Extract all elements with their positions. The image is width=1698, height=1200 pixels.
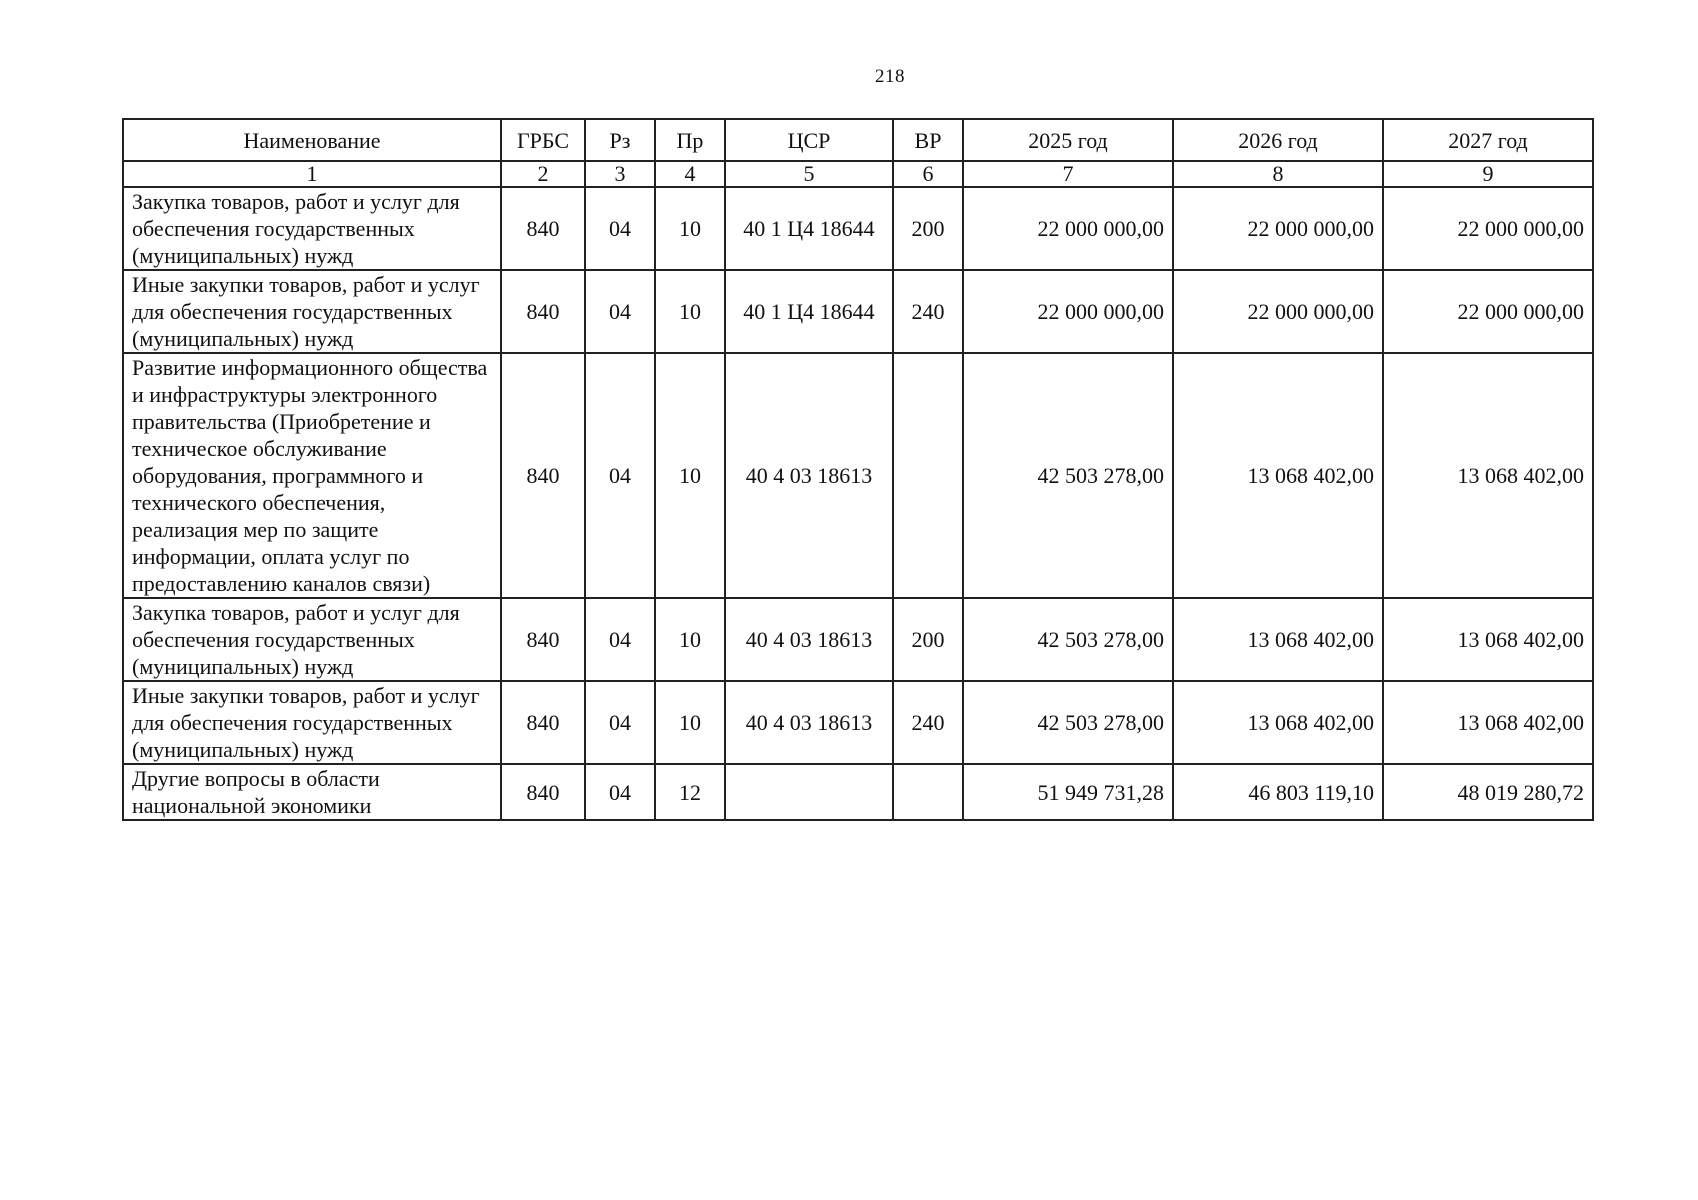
cell-rz: 04 bbox=[585, 353, 655, 598]
cell-csr: 40 4 03 18613 bbox=[725, 598, 893, 681]
table-row bbox=[123, 270, 1593, 353]
table-row bbox=[123, 187, 1593, 270]
cell-2027: 22 000 000,00 bbox=[1383, 187, 1593, 270]
column-number: 6 bbox=[893, 161, 963, 187]
column-number: 7 bbox=[963, 161, 1173, 187]
cell-2026: 22 000 000,00 bbox=[1173, 187, 1383, 270]
cell-rz: 04 bbox=[585, 598, 655, 681]
cell-csr: 40 1 Ц4 18644 bbox=[725, 270, 893, 353]
cell-name: Развитие информационного общества и инфраструктуры электронного правительства (Приобретение и техническое обслуживание оборудования, программного и технического обеспечения, реализация мер по защите информации, оплата услуг по предоставлению каналов связи) bbox=[123, 353, 501, 598]
page-number: 218 bbox=[875, 66, 905, 87]
cell-2025: 22 000 000,00 bbox=[963, 270, 1173, 353]
cell-pr: 10 bbox=[655, 681, 725, 764]
cell-2027: 22 000 000,00 bbox=[1383, 270, 1593, 353]
cell-pr: 10 bbox=[655, 598, 725, 681]
cell-2027: 13 068 402,00 bbox=[1383, 353, 1593, 598]
cell-pr: 12 bbox=[655, 764, 725, 820]
cell-grbs: 840 bbox=[501, 187, 585, 270]
cell-grbs: 840 bbox=[501, 353, 585, 598]
column-number: 9 bbox=[1383, 161, 1593, 187]
cell-vr bbox=[893, 764, 963, 820]
cell-2025: 42 503 278,00 bbox=[963, 598, 1173, 681]
cell-pr: 10 bbox=[655, 353, 725, 598]
table-row bbox=[123, 764, 1593, 820]
header-2025: 2025 год bbox=[963, 119, 1173, 161]
header-vr: ВР bbox=[893, 119, 963, 161]
column-number: 8 bbox=[1173, 161, 1383, 187]
cell-name: Другие вопросы в области национальной экономики bbox=[123, 764, 501, 820]
cell-2025: 51 949 731,28 bbox=[963, 764, 1173, 820]
column-number-row bbox=[123, 161, 1593, 187]
column-number: 1 bbox=[123, 161, 501, 187]
cell-2027: 13 068 402,00 bbox=[1383, 681, 1593, 764]
cell-rz: 04 bbox=[585, 187, 655, 270]
cell-csr: 40 1 Ц4 18644 bbox=[725, 187, 893, 270]
cell-rz: 04 bbox=[585, 270, 655, 353]
header-csr: ЦСР bbox=[725, 119, 893, 161]
header-pr: Пр bbox=[655, 119, 725, 161]
cell-name: Иные закупки товаров, работ и услуг для обеспечения государственных (муниципальных) нужд bbox=[123, 270, 501, 353]
cell-2025: 42 503 278,00 bbox=[963, 681, 1173, 764]
cell-vr bbox=[893, 353, 963, 598]
header-rz: Рз bbox=[585, 119, 655, 161]
header-grbs: ГРБС bbox=[501, 119, 585, 161]
cell-2026: 13 068 402,00 bbox=[1173, 598, 1383, 681]
cell-2027: 48 019 280,72 bbox=[1383, 764, 1593, 820]
header-row bbox=[123, 119, 1593, 161]
cell-rz: 04 bbox=[585, 681, 655, 764]
cell-csr: 40 4 03 18613 bbox=[725, 681, 893, 764]
cell-vr: 240 bbox=[893, 681, 963, 764]
budget-table bbox=[122, 118, 1594, 821]
cell-grbs: 840 bbox=[501, 764, 585, 820]
cell-name: Закупка товаров, работ и услуг для обеспечения государственных (муниципальных) нужд bbox=[123, 598, 501, 681]
header-2027: 2027 год bbox=[1383, 119, 1593, 161]
cell-grbs: 840 bbox=[501, 681, 585, 764]
cell-name: Иные закупки товаров, работ и услуг для обеспечения государственных (муниципальных) нужд bbox=[123, 681, 501, 764]
cell-pr: 10 bbox=[655, 187, 725, 270]
cell-2026: 22 000 000,00 bbox=[1173, 270, 1383, 353]
cell-2025: 22 000 000,00 bbox=[963, 187, 1173, 270]
cell-vr: 240 bbox=[893, 270, 963, 353]
column-number: 2 bbox=[501, 161, 585, 187]
cell-vr: 200 bbox=[893, 598, 963, 681]
cell-csr bbox=[725, 764, 893, 820]
header-2026: 2026 год bbox=[1173, 119, 1383, 161]
cell-2026: 13 068 402,00 bbox=[1173, 681, 1383, 764]
cell-vr: 200 bbox=[893, 187, 963, 270]
cell-2026: 13 068 402,00 bbox=[1173, 353, 1383, 598]
cell-grbs: 840 bbox=[501, 598, 585, 681]
header-name: Наименование bbox=[123, 119, 501, 161]
cell-2027: 13 068 402,00 bbox=[1383, 598, 1593, 681]
cell-name: Закупка товаров, работ и услуг для обеспечения государственных (муниципальных) нужд bbox=[123, 187, 501, 270]
cell-2025: 42 503 278,00 bbox=[963, 353, 1173, 598]
table-row bbox=[123, 681, 1593, 764]
cell-2026: 46 803 119,10 bbox=[1173, 764, 1383, 820]
cell-pr: 10 bbox=[655, 270, 725, 353]
cell-rz: 04 bbox=[585, 764, 655, 820]
column-number: 3 bbox=[585, 161, 655, 187]
cell-csr: 40 4 03 18613 bbox=[725, 353, 893, 598]
column-number: 5 bbox=[725, 161, 893, 187]
table-row bbox=[123, 353, 1593, 598]
cell-grbs: 840 bbox=[501, 270, 585, 353]
column-number: 4 bbox=[655, 161, 725, 187]
table-row bbox=[123, 598, 1593, 681]
